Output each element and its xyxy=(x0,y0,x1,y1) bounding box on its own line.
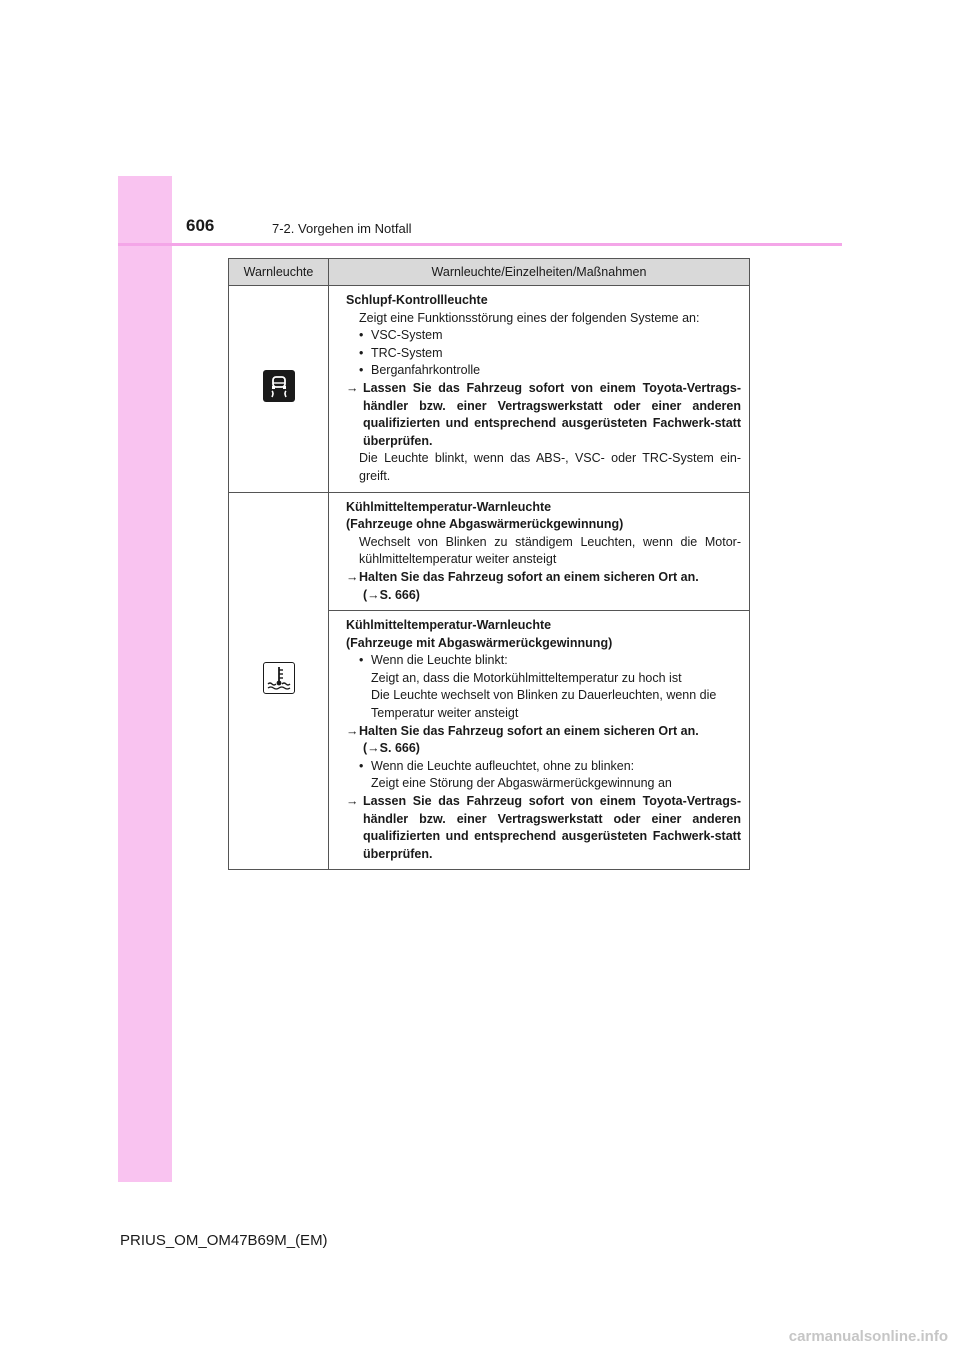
light-title: Schlupf-Kontrollleuchte xyxy=(346,293,488,307)
note: Die Leuchte blinkt, wenn das ABS-, VSC- oder TRC-System ein-greift. xyxy=(359,451,741,483)
side-tab-band xyxy=(118,176,172,1182)
list-item: • Wenn die Leuchte blinkt: xyxy=(346,652,741,670)
icon-cell xyxy=(229,286,329,493)
light-subtitle: (Fahrzeuge mit Abgaswärmerückgewinnung) xyxy=(346,635,613,650)
footer-document-code: PRIUS_OM_OM47B69M_(EM) xyxy=(120,1232,328,1249)
light-title: Kühlmitteltemperatur-Warnleuchte xyxy=(346,618,552,633)
page-reference: (→S. 666) xyxy=(363,587,420,602)
list-item: • VSC-System xyxy=(346,327,741,345)
action-instruction: → Halten Sie das Fahrzeug sofort an einem sicheren Ort an. xyxy=(346,723,741,741)
list-item: • Wenn die Leuchte aufleuchtet, ohne zu blinken: xyxy=(346,758,741,776)
description: Zeigt eine Störung der Abgaswärmerückgewinnung an xyxy=(371,776,672,791)
column-header-warnleuchte: Warnleuchte xyxy=(229,259,329,286)
description: Die Leuchte wechselt von Blinken zu Dauerleuchten, wenn die Temperatur weiter ansteigt xyxy=(371,688,717,721)
list-item: • TRC-System xyxy=(346,345,741,363)
list-item: • Berganfahrkontrolle xyxy=(346,362,741,380)
table-row xyxy=(229,492,750,611)
details-cell xyxy=(329,492,750,611)
table-row xyxy=(229,286,750,493)
coolant-temperature-icon xyxy=(263,662,295,694)
action-instruction: → Lassen Sie das Fahrzeug sofort von einem Toyota-Vertrags-händler bzw. einer Vertragswerkstatt oder einer anderen qualifizierten und entsprechend ausgerüsteten Fachwerk-statt überprüfen. xyxy=(346,380,741,450)
description: Wechselt von Blinken zu ständigem Leuchten, wenn die Motor-kühlmitteltemperatur weiter ansteigt xyxy=(359,534,741,567)
page-number: 606 xyxy=(186,216,215,235)
table-header-row xyxy=(229,259,750,286)
icon-cell xyxy=(229,492,329,870)
skid-indicator-icon xyxy=(263,370,295,402)
section-title: 7-2. Vorgehen im Notfall xyxy=(272,221,412,236)
description: Zeigt an, dass die Motorkühlmitteltemperatur zu hoch ist xyxy=(371,670,682,685)
warning-light-table xyxy=(228,258,750,870)
action-instruction: → Lassen Sie das Fahrzeug sofort von einem Toyota-Vertrags-händler bzw. einer Vertragswerkstatt oder einer anderen qualifizierten und entsprechend ausgerüsteten Fachwerk-statt überprüfen. xyxy=(346,793,741,863)
header-rule xyxy=(118,243,842,246)
page-reference: (→S. 666) xyxy=(363,741,420,756)
action-instruction: → Halten Sie das Fahrzeug sofort an einem sicheren Ort an. xyxy=(346,569,741,587)
details-cell xyxy=(329,286,750,493)
description: Zeigt eine Funktionsstörung eines der folgenden Systeme an: xyxy=(359,310,700,325)
light-title: Kühlmitteltemperatur-Warnleuchte xyxy=(346,499,552,514)
light-subtitle: (Fahrzeuge ohne Abgaswärmerückgewinnung) xyxy=(346,517,624,532)
watermark: carmanualsonline.info xyxy=(788,1328,948,1345)
details-cell xyxy=(329,611,750,870)
column-header-details: Warnleuchte/Einzelheiten/Maßnahmen xyxy=(329,259,750,286)
